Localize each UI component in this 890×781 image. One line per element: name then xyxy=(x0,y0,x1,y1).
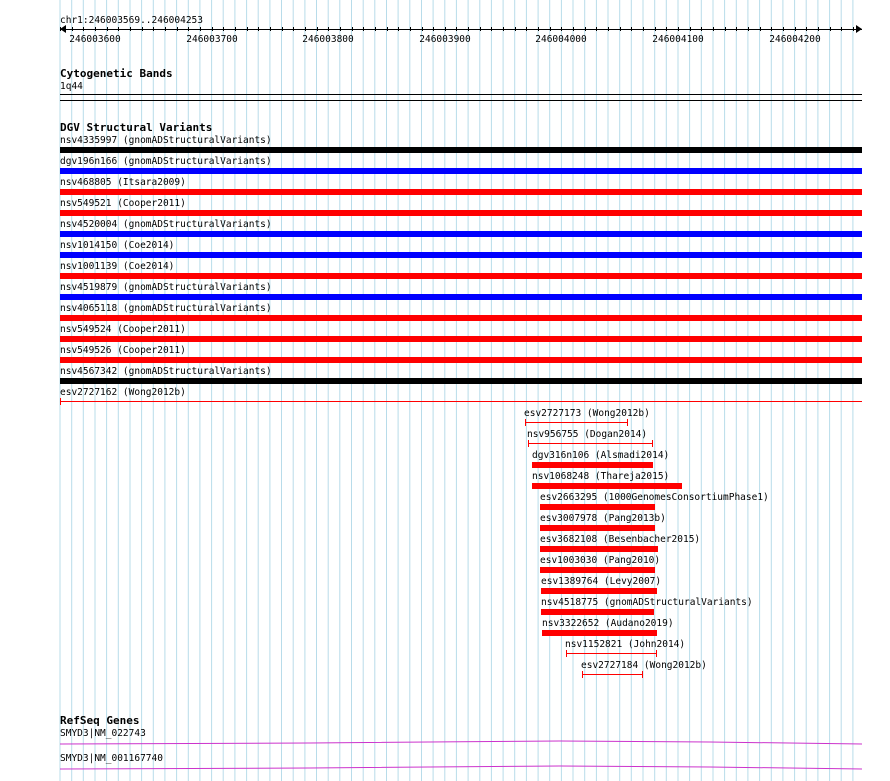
variant-bar[interactable] xyxy=(60,231,862,237)
ruler-coordinate: 246003600 xyxy=(69,34,121,45)
variant-label[interactable]: esv2727184 (Wong2012b) xyxy=(581,660,707,671)
variant-label[interactable]: esv2727173 (Wong2012b) xyxy=(524,408,650,419)
ruler-tick xyxy=(678,27,679,31)
ruler-tick xyxy=(165,27,166,31)
ruler-tick xyxy=(643,27,644,31)
ruler-tick xyxy=(830,27,831,31)
ruler-tick xyxy=(177,27,178,31)
ruler-tick xyxy=(95,27,96,31)
ruler-tick xyxy=(806,27,807,31)
variant-bar[interactable] xyxy=(60,357,862,363)
track-title-cytogenetic-bands[interactable]: Cytogenetic Bands xyxy=(60,67,173,80)
variant-line[interactable] xyxy=(525,422,628,423)
ruler-tick xyxy=(293,27,294,31)
variant-label[interactable]: esv1003030 (Pang2010) xyxy=(540,555,661,566)
ruler-tick xyxy=(410,27,411,31)
variant-bar[interactable] xyxy=(60,168,862,174)
ruler-tick xyxy=(596,27,597,31)
gene-label[interactable]: SMYD3|NM_022743 xyxy=(60,728,146,739)
track-title-dgv-structural-variants[interactable]: DGV Structural Variants xyxy=(60,121,213,134)
ruler-tick xyxy=(491,27,492,31)
band-line-bottom xyxy=(60,100,862,101)
ruler-coordinate: 246004000 xyxy=(535,34,587,45)
ruler-tick xyxy=(375,27,376,31)
ruler-tick xyxy=(247,27,248,31)
variant-label[interactable]: nsv1152821 (John2014) xyxy=(565,639,686,650)
variant-bar[interactable] xyxy=(60,252,862,258)
ruler-tick xyxy=(398,27,399,31)
ruler-tick xyxy=(223,27,224,31)
variant-label[interactable]: esv2727162 (Wong2012b) xyxy=(60,387,186,398)
variant-endcap xyxy=(627,419,628,426)
variant-bar[interactable] xyxy=(542,630,657,636)
ruler-tick xyxy=(422,27,423,31)
ruler-tick xyxy=(480,27,481,31)
variant-label[interactable]: nsv4335997 (gnomADStructuralVariants) xyxy=(60,135,272,146)
variant-bar[interactable] xyxy=(60,378,862,384)
ruler-tick xyxy=(620,27,621,31)
ruler-coordinate: 246003700 xyxy=(186,34,238,45)
variant-bar[interactable] xyxy=(540,567,655,573)
variant-label[interactable]: dgv196n166 (gnomADStructuralVariants) xyxy=(60,156,272,167)
variant-bar[interactable] xyxy=(541,588,657,594)
variant-label[interactable]: nsv549521 (Cooper2011) xyxy=(60,198,186,209)
variant-label[interactable]: nsv4065118 (gnomADStructuralVariants) xyxy=(60,303,272,314)
ruler-tick xyxy=(60,27,61,31)
ruler-tick xyxy=(748,27,749,31)
ruler-tick xyxy=(666,27,667,31)
ruler-tick xyxy=(771,27,772,31)
ruler-tick xyxy=(142,27,143,31)
ruler-coordinate: 246004200 xyxy=(769,34,821,45)
ruler-axis xyxy=(60,29,862,30)
ruler-tick xyxy=(363,27,364,31)
variant-label[interactable]: nsv4567342 (gnomADStructuralVariants) xyxy=(60,366,272,377)
variant-label[interactable]: nsv1014150 (Coe2014) xyxy=(60,240,175,251)
ruler-tick xyxy=(783,27,784,31)
ruler-tick xyxy=(468,27,469,31)
variant-label[interactable]: nsv3322652 (Audano2019) xyxy=(542,618,674,629)
band-line-top xyxy=(60,94,862,95)
variant-bar[interactable] xyxy=(60,294,862,300)
variant-bar[interactable] xyxy=(540,504,655,510)
ruler-tick xyxy=(503,27,504,31)
ruler-tick xyxy=(118,27,119,31)
ruler-tick xyxy=(130,27,131,31)
ruler-tick xyxy=(270,27,271,31)
variant-label[interactable]: dgv316n106 (Alsmadi2014) xyxy=(532,450,670,461)
variant-endcap xyxy=(652,440,653,447)
variant-line[interactable] xyxy=(582,674,643,675)
ruler-tick xyxy=(445,27,446,31)
variant-label[interactable]: esv2663295 (1000GenomesConsortiumPhase1) xyxy=(540,492,769,503)
variant-endcap xyxy=(566,650,567,657)
variant-label[interactable]: nsv956755 (Dogan2014) xyxy=(527,429,648,440)
variant-bar[interactable] xyxy=(540,525,655,531)
ruler-coordinate: 246003800 xyxy=(302,34,354,45)
ruler-tick xyxy=(526,27,527,31)
gene-model-line[interactable] xyxy=(60,763,862,771)
variant-label[interactable]: nsv1068248 (Thareja2015) xyxy=(532,471,670,482)
variant-bar[interactable] xyxy=(532,483,682,489)
variant-bar[interactable] xyxy=(60,189,862,195)
variant-label[interactable]: nsv549524 (Cooper2011) xyxy=(60,324,186,335)
variant-endcap xyxy=(656,650,657,657)
ruler-tick xyxy=(317,27,318,31)
variant-label[interactable]: esv1389764 (Levy2007) xyxy=(541,576,662,587)
ruler-tick xyxy=(655,27,656,31)
variant-bar[interactable] xyxy=(60,273,862,279)
variant-bar[interactable] xyxy=(540,546,658,552)
ruler-tick xyxy=(818,27,819,31)
ruler-tick xyxy=(328,27,329,31)
ruler-tick xyxy=(352,27,353,31)
variant-bar[interactable] xyxy=(541,609,654,615)
variant-label[interactable]: nsv1001139 (Coe2014) xyxy=(60,261,175,272)
ruler-tick xyxy=(200,27,201,31)
ruler-tick xyxy=(701,27,702,31)
variant-endcap xyxy=(582,671,583,678)
ruler-tick xyxy=(573,27,574,31)
gene-model-line[interactable] xyxy=(60,738,862,746)
ruler-tick xyxy=(72,27,73,31)
variant-endcap xyxy=(528,440,529,447)
variant-label[interactable]: esv3007978 (Pang2013b) xyxy=(540,513,666,524)
variant-line[interactable] xyxy=(528,443,653,444)
ruler-tick xyxy=(561,27,562,31)
ruler-tick xyxy=(690,27,691,31)
ruler-tick xyxy=(585,27,586,31)
ruler-coordinate: 246003900 xyxy=(419,34,471,45)
variant-label[interactable]: nsv549526 (Cooper2011) xyxy=(60,345,186,356)
gene-label[interactable]: SMYD3|NM_001167740 xyxy=(60,753,163,764)
ruler-tick xyxy=(340,27,341,31)
variant-endcap xyxy=(525,419,526,426)
variant-endcap xyxy=(60,398,61,405)
ruler-tick xyxy=(235,27,236,31)
variant-bar[interactable] xyxy=(532,462,653,468)
ruler-tick xyxy=(387,27,388,31)
ruler-tick xyxy=(107,27,108,31)
variant-endcap xyxy=(642,671,643,678)
ruler-tick xyxy=(538,27,539,31)
variant-bar[interactable] xyxy=(60,147,862,153)
variant-label[interactable]: esv3682108 (Besenbacher2015) xyxy=(540,534,701,545)
track-title-refseq-genes[interactable]: RefSeq Genes xyxy=(60,714,140,727)
ruler-tick xyxy=(736,27,737,31)
ruler-tick xyxy=(282,27,283,31)
variant-label[interactable]: nsv4519879 (gnomADStructuralVariants) xyxy=(60,282,272,293)
ruler-tick xyxy=(188,27,189,31)
variant-bar[interactable] xyxy=(60,210,862,216)
ruler-tick xyxy=(760,27,761,31)
ruler-coordinate: 246004100 xyxy=(652,34,704,45)
ruler-tick xyxy=(713,27,714,31)
ruler-tick xyxy=(212,27,213,31)
ruler-tick xyxy=(515,27,516,31)
ruler-tick xyxy=(608,27,609,31)
ruler-tick xyxy=(456,27,457,31)
ruler-tick xyxy=(795,27,796,31)
ruler-tick xyxy=(725,27,726,31)
band-label[interactable]: 1q44 xyxy=(60,81,83,92)
ruler-right-arrow-icon xyxy=(856,25,862,33)
ruler-tick xyxy=(305,27,306,31)
ruler-tick xyxy=(853,27,854,31)
variant-label[interactable]: nsv468805 (Itsara2009) xyxy=(60,177,186,188)
ruler-tick xyxy=(153,27,154,31)
variant-label[interactable]: nsv4518775 (gnomADStructuralVariants) xyxy=(541,597,753,608)
ruler-tick xyxy=(258,27,259,31)
variant-line[interactable] xyxy=(60,401,862,402)
ruler-tick xyxy=(550,27,551,31)
ruler-tick xyxy=(631,27,632,31)
location-label: chr1:246003569..246004253 xyxy=(60,15,203,26)
variant-label[interactable]: nsv4520004 (gnomADStructuralVariants) xyxy=(60,219,272,230)
ruler-tick xyxy=(841,27,842,31)
ruler-tick xyxy=(433,27,434,31)
variant-bar[interactable] xyxy=(60,336,862,342)
ruler-tick xyxy=(83,27,84,31)
variant-line[interactable] xyxy=(566,653,657,654)
variant-bar[interactable] xyxy=(60,315,862,321)
